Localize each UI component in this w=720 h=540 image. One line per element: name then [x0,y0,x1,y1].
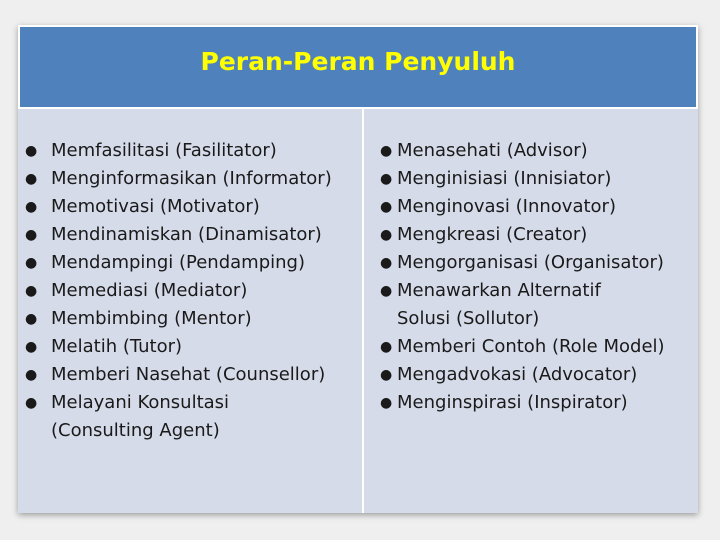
bullet-icon: ● [25,311,38,327]
role-text: Menasehati (Advisor) [397,140,588,161]
bullet-icon: ● [25,199,38,215]
left-role-list [18,137,332,445]
role-list-item [18,137,332,165]
role-list-item [364,165,665,193]
role-text: (Consulting Agent) [51,420,220,441]
role-list-item [364,193,665,221]
role-text: Memberi Contoh (Role Model) [397,336,665,357]
role-list-item [18,389,332,445]
role-list-item [18,249,332,277]
role-text: Mengadvokasi (Advocator) [397,364,638,385]
slide-title: Peran-Peran Penyuluh [200,46,516,76]
role-text: Memotivasi (Motivator) [51,196,260,217]
role-text: Menawarkan Alternatif [397,280,601,301]
role-text: Memfasilitasi (Fasilitator) [51,140,277,161]
role-list-item [18,165,332,193]
role-text: Mengorganisasi (Organisator) [397,252,664,273]
bullet-icon: ● [25,283,38,299]
bullet-icon: ● [380,395,393,411]
bullet-icon: ● [380,283,393,299]
bullet-icon: ● [25,395,38,411]
bullet-icon: ● [380,339,393,355]
role-text: Membimbing (Mentor) [51,308,252,329]
role-list-item [18,221,332,249]
role-list-item [18,305,332,333]
role-text: Melayani Konsultasi [51,392,230,413]
bullet-icon: ● [25,171,38,187]
role-text: Menginovasi (Innovator) [397,196,616,217]
role-text: Melatih (Tutor) [51,336,183,357]
role-list-item [364,249,665,277]
role-text: Memediasi (Mediator) [51,280,248,301]
role-list-item [18,277,332,305]
role-list-item [364,389,665,417]
role-text: Mendinamiskan (Dinamisator) [51,224,322,245]
role-list-item [364,277,665,333]
role-list-item [18,361,332,389]
slide [18,25,698,513]
right-role-list [364,137,665,417]
role-text: Menginspirasi (Inspirator) [397,392,628,413]
role-list-item [364,333,665,361]
bullet-icon: ● [380,255,393,271]
bullet-icon: ● [380,367,393,383]
role-text: Menginformasikan (Informator) [51,168,332,189]
role-list-item [364,361,665,389]
role-list-item [18,333,332,361]
bullet-icon: ● [380,227,393,243]
right-column [364,109,698,513]
role-list-item [364,137,665,165]
slide-header [18,25,698,109]
bullet-icon: ● [380,199,393,215]
role-text: Solusi (Sollutor) [397,308,540,329]
bullet-icon: ● [25,143,38,159]
role-text: Memberi Nasehat (Counsellor) [51,364,326,385]
bullet-icon: ● [25,367,38,383]
bullet-icon: ● [380,143,393,159]
bullet-icon: ● [380,171,393,187]
left-column [18,109,364,513]
role-list-item [364,221,665,249]
bullet-icon: ● [25,339,38,355]
bullet-icon: ● [25,255,38,271]
role-list-item [18,193,332,221]
role-text: Mengkreasi (Creator) [397,224,588,245]
role-text: Mendampingi (Pendamping) [51,252,305,273]
role-text: Menginisiasi (Innisiator) [397,168,612,189]
bullet-icon: ● [25,227,38,243]
